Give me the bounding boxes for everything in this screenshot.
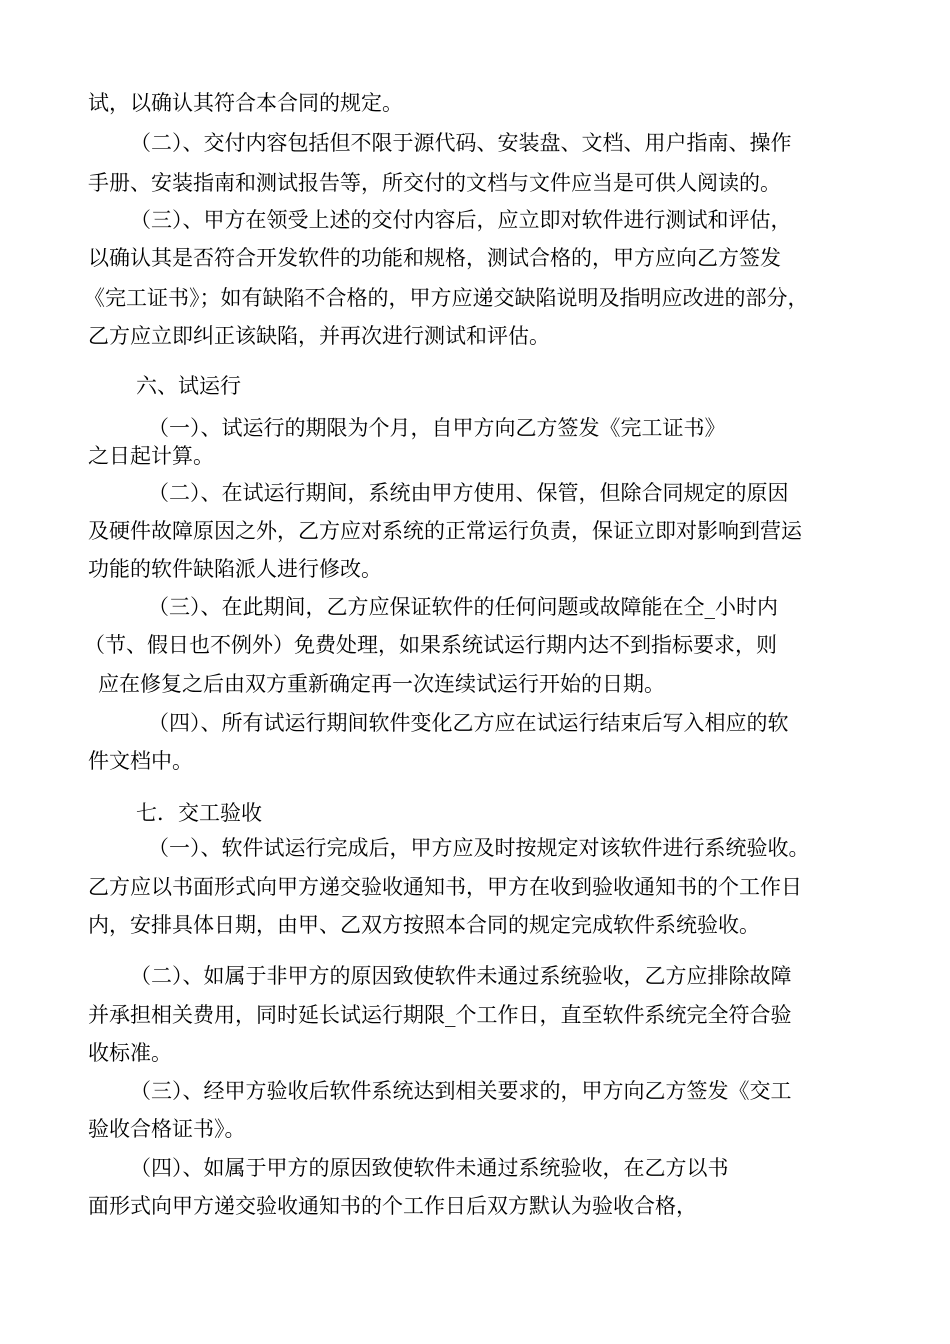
text-line: 之日起计算。	[88, 444, 214, 468]
text-line: 手册、安装指南和测试报告等，所交付的文档与文件应当是可供人阅读的。	[88, 171, 781, 195]
text-line: （四）、如属于甲方的原因致使软件未通过系统验收，在乙方以书	[130, 1156, 729, 1180]
text-line: 验收合格证书》。	[88, 1117, 246, 1141]
text-line: （四）、所有试运行期间软件变化乙方应在试运行结束后写入相应的软	[148, 711, 789, 735]
text-line: 《完工证书》；如有缺陷不合格的，甲方应递交缺陷说明及指明应改进的部分，	[84, 286, 809, 310]
text-line: （一）、试运行的期限为个月，自甲方向乙方签发《完工证书》	[148, 416, 726, 440]
text-line: 功能的软件缺陷派人进行修改。	[88, 557, 382, 581]
section-heading: 六、试运行	[136, 374, 241, 398]
text-line: （节、假日也不例外）免费处理，如果系统试运行期内达不到指标要求，则	[84, 633, 777, 657]
section-heading: 七．交工验收	[136, 801, 262, 825]
text-line: 面形式向甲方递交验收通知书的个工作日后双方默认为验收合格，	[88, 1194, 697, 1218]
text-line: （三）、在此期间，乙方应保证软件的任何问题或故障能在仝_小时内	[148, 595, 778, 619]
text-line: 内，安排具体日期，由甲、乙双方按照本合同的规定完成软件系统验收。	[88, 913, 760, 937]
text-line: 乙方应立即纠正该缺陷，并再次进行测试和评估。	[88, 324, 550, 348]
text-line: （二）、在试运行期间，系统由甲方使用、保管，但除合同规定的原因	[148, 481, 789, 505]
text-line: 应在修复之后由双方重新确定再一次连续试运行开始的日期。	[98, 672, 665, 696]
text-line: （二）、如属于非甲方的原因致使软件未通过系统验收，乙方应排除故障	[130, 964, 792, 988]
text-line: （三）、经甲方验收后软件系统达到相关要求的，甲方向乙方签发《交工	[130, 1079, 792, 1103]
text-line: 以确认其是否符合开发软件的功能和规格，测试合格的，甲方应向乙方签发	[88, 246, 781, 270]
text-line: 收标准。	[88, 1041, 172, 1065]
text-line: 及硬件故障原因之外，乙方应对系统的正常运行负责，保证立即对影响到营运	[88, 519, 802, 543]
text-line: 并承担相关费用，同时延长试运行期限_个工作日，直至软件系统完全符合验	[88, 1003, 792, 1027]
text-line: （三）、甲方在领受上述的交付内容后，应立即对软件进行测试和评估，	[130, 208, 792, 232]
text-line: 试，以确认其符合本合同的规定。	[88, 91, 403, 115]
text-line: 乙方应以书面形式向甲方递交验收通知书，甲方在收到验收通知书的个工作日	[88, 875, 802, 899]
text-line: （一）、软件试运行完成后，甲方应及时按规定对该软件进行系统验收。	[148, 836, 810, 860]
text-line: （二）、交付内容包括但不限于源代码、安装盘、文档、用户指南、操作	[130, 131, 792, 155]
text-line: 件文档中。	[88, 749, 193, 773]
